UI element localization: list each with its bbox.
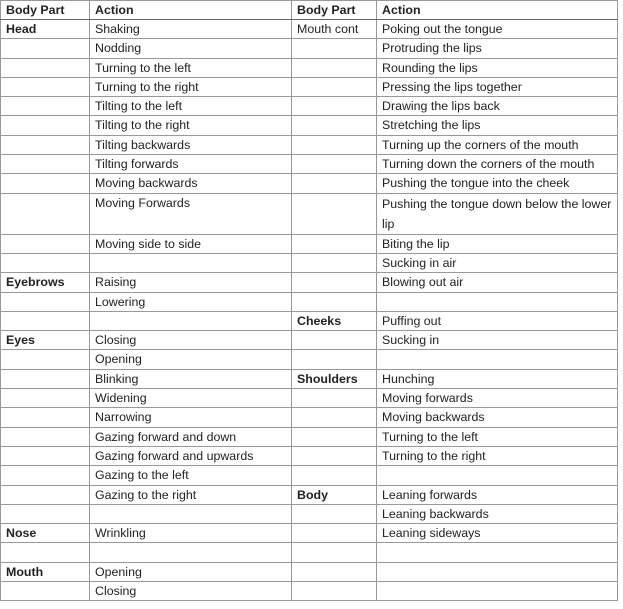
- left-action-cell: [90, 253, 292, 272]
- left-body-part-cell: [1, 97, 90, 116]
- right-action-cell: Sucking in: [377, 331, 618, 350]
- left-action-cell: Wrinkling: [90, 524, 292, 543]
- table-row: [1, 292, 618, 311]
- left-action-cell: [90, 311, 292, 330]
- left-action-cell: Gazing forward and upwards: [90, 446, 292, 465]
- table-row: [1, 543, 618, 562]
- right-body-part-cell: [292, 350, 377, 369]
- left-body-part-cell: [1, 253, 90, 272]
- left-body-part-cell: [1, 427, 90, 446]
- table-row: [1, 524, 618, 543]
- left-body-part-cell: [1, 311, 90, 330]
- right-body-part-cell: Body: [292, 485, 377, 504]
- table-row: [1, 174, 618, 193]
- left-body-part-cell: [1, 77, 90, 96]
- table-row: [1, 369, 618, 388]
- table-row: [1, 58, 618, 77]
- table-row: [1, 193, 618, 234]
- right-action-cell: Rounding the lips: [377, 58, 618, 77]
- right-body-part-cell: [292, 524, 377, 543]
- table-row: [1, 77, 618, 96]
- right-body-part-cell: [292, 543, 377, 562]
- left-action-cell: Gazing to the right: [90, 485, 292, 504]
- right-body-part-cell: Mouth cont: [292, 20, 377, 39]
- left-body-part-cell: [1, 446, 90, 465]
- right-body-part-cell: [292, 234, 377, 253]
- left-action-cell: Tilting backwards: [90, 135, 292, 154]
- table-row: [1, 135, 618, 154]
- left-action-cell: Moving Forwards: [90, 193, 292, 234]
- right-action-cell: Hunching: [377, 369, 618, 388]
- right-body-part-cell: [292, 292, 377, 311]
- left-action-cell: Closing: [90, 331, 292, 350]
- left-body-part-cell: [1, 234, 90, 253]
- right-action-cell: Pushing the tongue down below the lower lip: [377, 193, 618, 234]
- header-row: [1, 1, 618, 20]
- left-action-cell: Opening: [90, 562, 292, 581]
- right-body-part-cell: Cheeks: [292, 311, 377, 330]
- left-action-cell: Raising: [90, 273, 292, 292]
- left-action-cell: Tilting forwards: [90, 155, 292, 174]
- left-action-cell: Closing: [90, 582, 292, 601]
- table-row: [1, 116, 618, 135]
- left-action-cell: Gazing to the left: [90, 466, 292, 485]
- right-body-part-cell: [292, 116, 377, 135]
- right-action-cell: Turning up the corners of the mouth: [377, 135, 618, 154]
- left-action-cell: Nodding: [90, 39, 292, 58]
- right-body-part-cell: [292, 466, 377, 485]
- left-body-part-cell: [1, 504, 90, 523]
- left-action-cell: Gazing forward and down: [90, 427, 292, 446]
- header-action-right: Action: [377, 1, 618, 20]
- right-action-cell: [377, 562, 618, 581]
- left-action-cell: Turning to the right: [90, 77, 292, 96]
- table-row: [1, 97, 618, 116]
- right-action-cell: Leaning sideways: [377, 524, 618, 543]
- right-action-cell: Protruding the lips: [377, 39, 618, 58]
- table-row: [1, 408, 618, 427]
- table-row: [1, 155, 618, 174]
- left-action-cell: Moving side to side: [90, 234, 292, 253]
- left-action-cell: Tilting to the right: [90, 116, 292, 135]
- left-action-cell: Shaking: [90, 20, 292, 39]
- left-body-part-cell: [1, 408, 90, 427]
- table-row: [1, 485, 618, 504]
- table-row: [1, 389, 618, 408]
- right-action-cell: Turning to the right: [377, 446, 618, 465]
- right-body-part-cell: [292, 273, 377, 292]
- right-action-cell: Stretching the lips: [377, 116, 618, 135]
- header-action-left: Action: [90, 1, 292, 20]
- left-body-part-cell: Nose: [1, 524, 90, 543]
- left-body-part-cell: Eyebrows: [1, 273, 90, 292]
- left-body-part-cell: [1, 174, 90, 193]
- right-action-cell: [377, 350, 618, 369]
- left-body-part-cell: [1, 389, 90, 408]
- right-body-part-cell: [292, 58, 377, 77]
- right-body-part-cell: Shoulders: [292, 369, 377, 388]
- right-action-cell: Moving forwards: [377, 389, 618, 408]
- table-row: [1, 20, 618, 39]
- left-body-part-cell: [1, 582, 90, 601]
- left-body-part-cell: [1, 193, 90, 234]
- table-row: [1, 234, 618, 253]
- right-action-cell: [377, 466, 618, 485]
- left-action-cell: [90, 543, 292, 562]
- table-row: [1, 427, 618, 446]
- left-action-cell: Tilting to the left: [90, 97, 292, 116]
- right-action-cell: Pushing the tongue into the cheek: [377, 174, 618, 193]
- table-row: [1, 39, 618, 58]
- right-body-part-cell: [292, 408, 377, 427]
- right-body-part-cell: [292, 155, 377, 174]
- right-action-cell: Sucking in air: [377, 253, 618, 272]
- left-action-cell: [90, 504, 292, 523]
- right-body-part-cell: [292, 39, 377, 58]
- table-row: [1, 582, 618, 601]
- right-action-cell: Poking out the tongue: [377, 20, 618, 39]
- table-row: [1, 350, 618, 369]
- right-action-cell: [377, 292, 618, 311]
- left-body-part-cell: [1, 58, 90, 77]
- table-row: [1, 311, 618, 330]
- header-body-part-left: Body Part: [1, 1, 90, 20]
- table-row: [1, 504, 618, 523]
- right-action-cell: [377, 543, 618, 562]
- left-body-part-cell: Mouth: [1, 562, 90, 581]
- table-row: [1, 466, 618, 485]
- right-body-part-cell: [292, 97, 377, 116]
- table-row: [1, 446, 618, 465]
- right-action-cell: Puffing out: [377, 311, 618, 330]
- left-body-part-cell: Eyes: [1, 331, 90, 350]
- right-action-cell: Pressing the lips together: [377, 77, 618, 96]
- left-body-part-cell: [1, 292, 90, 311]
- right-body-part-cell: [292, 504, 377, 523]
- right-body-part-cell: [292, 427, 377, 446]
- table-row: [1, 331, 618, 350]
- left-action-cell: Turning to the left: [90, 58, 292, 77]
- right-body-part-cell: [292, 253, 377, 272]
- right-action-cell: Leaning forwards: [377, 485, 618, 504]
- left-action-cell: Opening: [90, 350, 292, 369]
- right-action-cell: [377, 582, 618, 601]
- table-row: [1, 273, 618, 292]
- right-body-part-cell: [292, 135, 377, 154]
- left-body-part-cell: Head: [1, 20, 90, 39]
- right-body-part-cell: [292, 331, 377, 350]
- left-action-cell: Narrowing: [90, 408, 292, 427]
- right-action-cell: Drawing the lips back: [377, 97, 618, 116]
- left-action-cell: Moving backwards: [90, 174, 292, 193]
- right-action-cell: Blowing out air: [377, 273, 618, 292]
- right-body-part-cell: [292, 77, 377, 96]
- right-action-cell: Leaning backwards: [377, 504, 618, 523]
- right-action-cell: Moving backwards: [377, 408, 618, 427]
- left-action-cell: Lowering: [90, 292, 292, 311]
- left-body-part-cell: [1, 39, 90, 58]
- right-body-part-cell: [292, 193, 377, 234]
- right-action-cell: Turning down the corners of the mouth: [377, 155, 618, 174]
- left-body-part-cell: [1, 485, 90, 504]
- right-body-part-cell: [292, 174, 377, 193]
- right-body-part-cell: [292, 562, 377, 581]
- left-body-part-cell: [1, 466, 90, 485]
- left-body-part-cell: [1, 369, 90, 388]
- left-action-cell: Widening: [90, 389, 292, 408]
- table-row: [1, 562, 618, 581]
- right-action-cell: Biting the lip: [377, 234, 618, 253]
- header-body-part-right: Body Part: [292, 1, 377, 20]
- right-action-cell: Turning to the left: [377, 427, 618, 446]
- table-row: [1, 253, 618, 272]
- left-body-part-cell: [1, 543, 90, 562]
- table-body: [1, 20, 618, 601]
- right-body-part-cell: [292, 446, 377, 465]
- right-body-part-cell: [292, 389, 377, 408]
- left-body-part-cell: [1, 350, 90, 369]
- left-body-part-cell: [1, 155, 90, 174]
- left-body-part-cell: [1, 135, 90, 154]
- left-body-part-cell: [1, 116, 90, 135]
- right-body-part-cell: [292, 582, 377, 601]
- left-action-cell: Blinking: [90, 369, 292, 388]
